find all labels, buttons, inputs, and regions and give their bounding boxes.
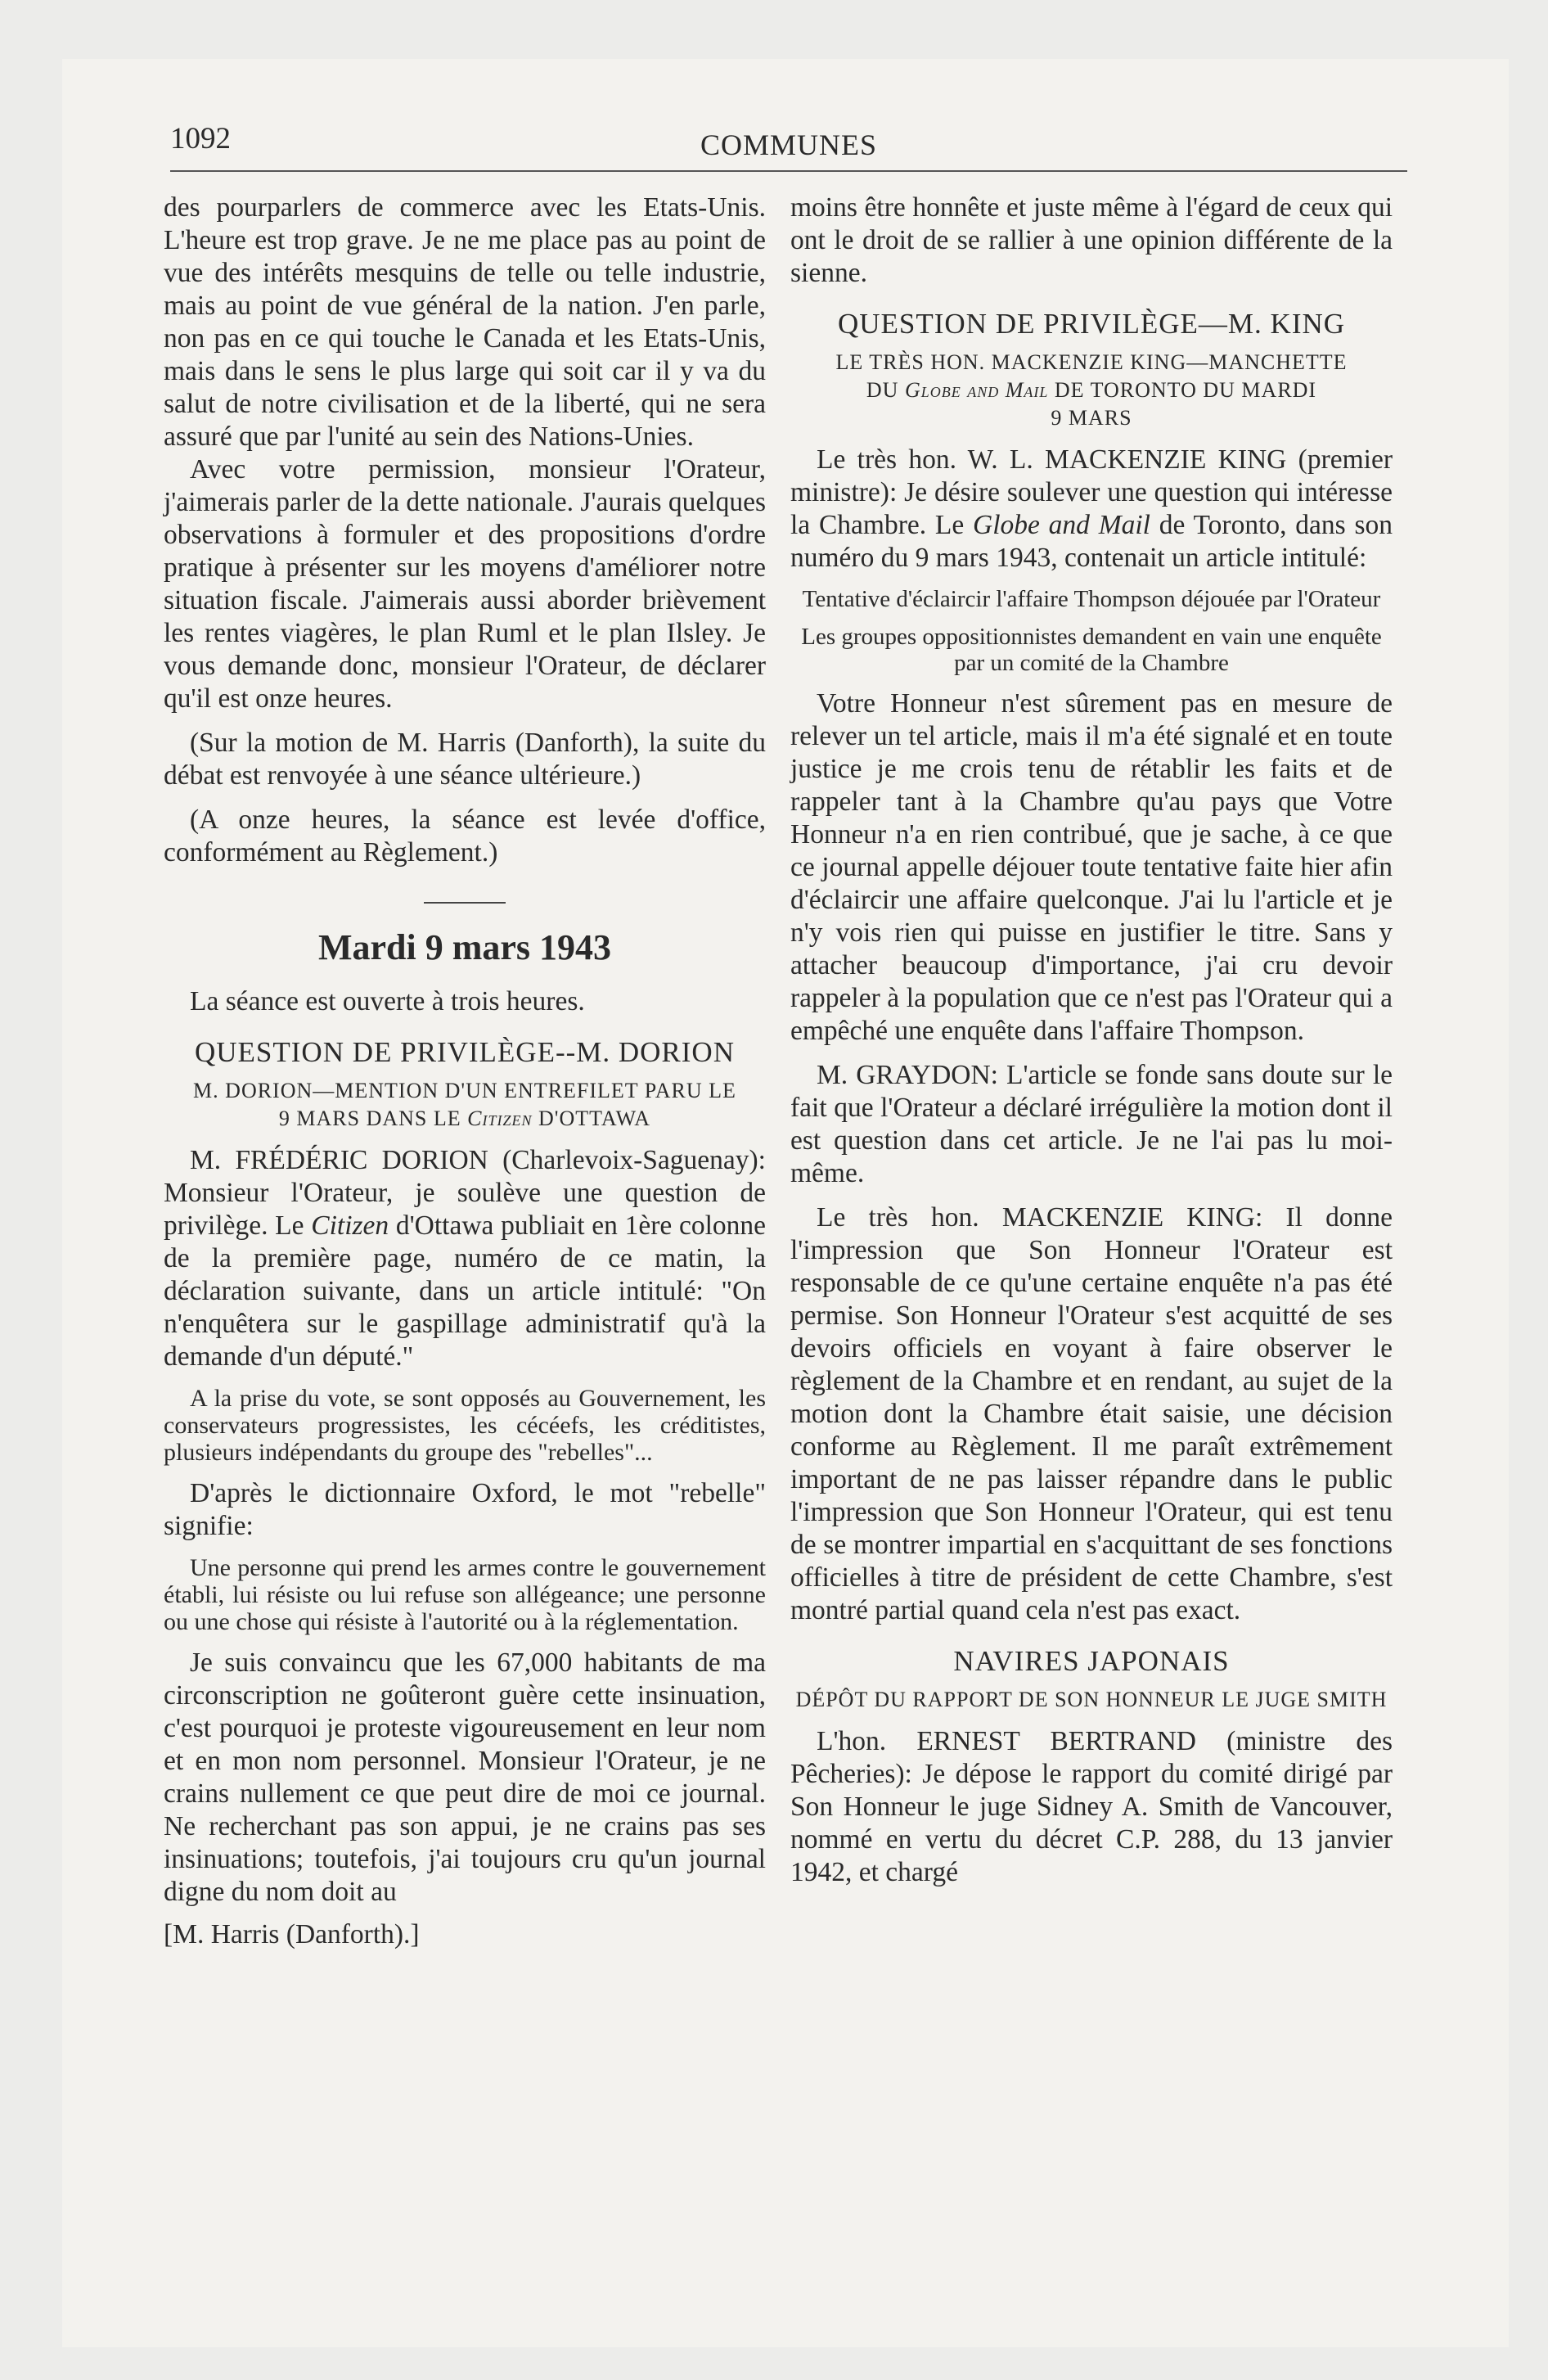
subheading-text: DU xyxy=(866,378,905,402)
article-subtitle: Les groupes oppositionnistes demandent en vain une enquête par un comité de la Chambre xyxy=(801,624,1382,676)
subheading-italic: Globe and Mail xyxy=(904,378,1049,402)
section-divider xyxy=(424,902,506,904)
paragraph xyxy=(790,444,1393,575)
subheading-text: D'OTTAWA xyxy=(532,1107,651,1130)
date-heading: Mardi 9 mars 1943 xyxy=(317,927,612,967)
subheading-text: DE TORONTO DU MARDI xyxy=(1048,378,1317,402)
paragraph: Le très hon. MACKENZIE KING: Il donne l'impression que Son Honneur l'Orateur est responsable de ce qu'une certaine enquête n'a pas été permise. Son Honneur l'Orateur s'est acquitté de ses devoirs officiels en voyant à faire observer le règlement de la Chambre et en rendant, au sujet de la motion dont la Chambre était saisie, une décision conforme au Règlement. Il me paraît extrêmement important de ne pas laisser répandre dans le public l'impression que Son Honneur l'Orateur, qui est tenu de se montrer impartial en s'acquittant de ses fonctions officielles à titre de président de cette Chambre, s'est montré partial quand cela n'est pas exact. xyxy=(790,1202,1393,1625)
section-heading: QUESTION DE PRIVILÈGE—M. KING xyxy=(837,308,1346,340)
paragraph-text: M. FRÉDÉRIC DORION (Charlevoix-Saguenay): Monsieur l'Orateur, je soulève une question de privilège. Le xyxy=(164,1145,766,1241)
page-header xyxy=(170,121,1407,172)
page-number: 1092 xyxy=(170,122,231,156)
block-quote: Une personne qui prend les armes contre le gouvernement établi, lui résiste ou lui refuse son allégeance; une personne ou une chose qui résiste à l'autorité ou à la réglementation. xyxy=(164,1554,766,1635)
subheading-line xyxy=(164,1105,766,1133)
paragraph-italic: Citizen xyxy=(311,1210,389,1241)
subheading-line: M. DORION—MENTION D'UN ENTREFILET PARU LE xyxy=(193,1079,736,1102)
subheading-text: 9 MARS DANS LE xyxy=(278,1107,468,1130)
paragraph-italic: Globe and Mail xyxy=(973,510,1150,540)
speaker-footer: [M. Harris (Danforth).] xyxy=(164,1919,420,1950)
paragraph: (A onze heures, la séance est levée d'office, conformément au Règlement.) xyxy=(164,805,766,868)
block-quote: A la prise du vote, se sont opposés au Gouvernement, les conservateurs progressistes, les cécéefs, les créditistes, plusieurs indépendants du groupe des "rebelles"... xyxy=(164,1385,766,1466)
subheading-italic: Citizen xyxy=(467,1107,533,1130)
paragraph: (Sur la motion de M. Harris (Danforth), la suite du débat est renvoyée à une séance ultérieure.) xyxy=(164,728,766,791)
paragraph: La séance est ouverte à trois heures. xyxy=(190,986,585,1016)
section-heading: QUESTION DE PRIVILÈGE--M. DORION xyxy=(195,1036,735,1068)
subheading-line: LE TRÈS HON. MACKENZIE KING—MANCHETTE xyxy=(835,350,1348,374)
subheading-line: 9 MARS xyxy=(1051,406,1132,430)
paragraph: des pourparlers de commerce avec les Etats-Unis. L'heure est trop grave. Je ne me place pas au point de vue des intérêts mesquins de telle ou telle industrie, mais au point de vue général de la nation. J'en parle, non pas en ce qui touche le Canada et les Etats-Unis, mais dans le sens le plus large qui soit car il y va du salut de notre civilisation et de la liberté, qui ne sera assuré que par l'unité au sein des Nations-Unies. xyxy=(164,192,766,452)
left-column xyxy=(164,192,766,1951)
section-heading: NAVIRES JAPONAIS xyxy=(953,1645,1230,1677)
paragraph: M. GRAYDON: L'article se fonde sans doute sur le fait que l'Orateur a déclaré irrégulière la motion dont il est question dans cet article. Je ne l'ai pas lu moi-même. xyxy=(790,1060,1393,1188)
paragraph: Je suis convaincu que les 67,000 habitants de ma circonscription ne goûteront guère cette insinuation, c'est pourquoi je proteste vigoureusement en leur nom et en mon nom personnel. Monsieur l'Orateur, je ne crains nullement ce que peut dire de moi ce journal. Ne recherchant pas son appui, je ne crains pas ses insinuations; toutefois, j'ai toujours cru qu'un journal digne du nom doit au xyxy=(164,1648,766,1907)
subheading xyxy=(790,349,1393,432)
subheading-line xyxy=(790,376,1393,404)
paragraph: L'hon. ERNEST BERTRAND (ministre des Pêcheries): Je dépose le rapport du comité dirigé par Son Honneur le juge Sidney A. Smith de Vancouver, nommé en vertu du décret C.P. 288, du 13 janvier 1942, et chargé xyxy=(790,1726,1393,1887)
running-title: COMMUNES xyxy=(700,128,878,161)
paragraph xyxy=(164,1144,766,1373)
subheading: DÉPÔT DU RAPPORT DE SON HONNEUR LE JUGE SMITH xyxy=(795,1688,1388,1711)
article-title: Tentative d'éclaircir l'affaire Thompson déjouée par l'Orateur xyxy=(802,586,1381,612)
right-column xyxy=(790,192,1393,1889)
paragraph: Votre Honneur n'est sûrement pas en mesure de relever un tel article, mais il m'a été signalé et en toute justice je me crois tenu de rétablir les faits et de rappeler tant à la Chambre qu'au pays que Votre Honneur n'a en rien contribué, que je sache, à ce que ce journal appelle déjouer toute tentative faite hier afin d'éclaircir une affaire quelconque. J'ai lu l'article et je n'y vois rien qui puisse en justifier le titre. Sans y attacher beaucoup d'importance, j'ai cru devoir rappeler à la population que ce n'est pas l'Orateur qui a empêché une enquête dans l'affaire Thompson. xyxy=(790,688,1393,1046)
paragraph-text: de Toronto, dans son numéro du 9 mars 1943, contenait un article intitulé: xyxy=(790,510,1393,573)
paragraph: moins être honnête et juste même à l'égard de ceux qui ont le droit de se rallier à une opinion différente de la sienne. xyxy=(790,192,1393,288)
paragraph: Avec votre permission, monsieur l'Orateur, j'aimerais parler de la dette nationale. J'aurais quelques observations à formuler et des propositions d'ordre pratique à présenter sur les moyens d'améliorer notre situation fiscale. J'aimerais aussi aborder brièvement les rentes viagères, le plan Ruml et le plan Ilsley. Je vous demande donc, monsieur l'Orateur, de déclarer qu'il est onze heures. xyxy=(164,454,766,714)
paragraph: D'après le dictionnaire Oxford, le mot "rebelle" signifie: xyxy=(164,1478,766,1541)
subheading xyxy=(164,1077,766,1133)
paragraph-text: Le très hon. W. L. MACKENZIE KING (premier ministre): Je désire soulever une question qui intéresse la Chambre. Le xyxy=(790,444,1393,540)
paragraph-text: d'Ottawa publiait en 1ère colonne de la première page, numéro de ce matin, la déclaration suivante, dans un article intitulé: "On n'enquêtera sur le gaspillage administratif qu'à la demande d'un député." xyxy=(164,1210,766,1372)
